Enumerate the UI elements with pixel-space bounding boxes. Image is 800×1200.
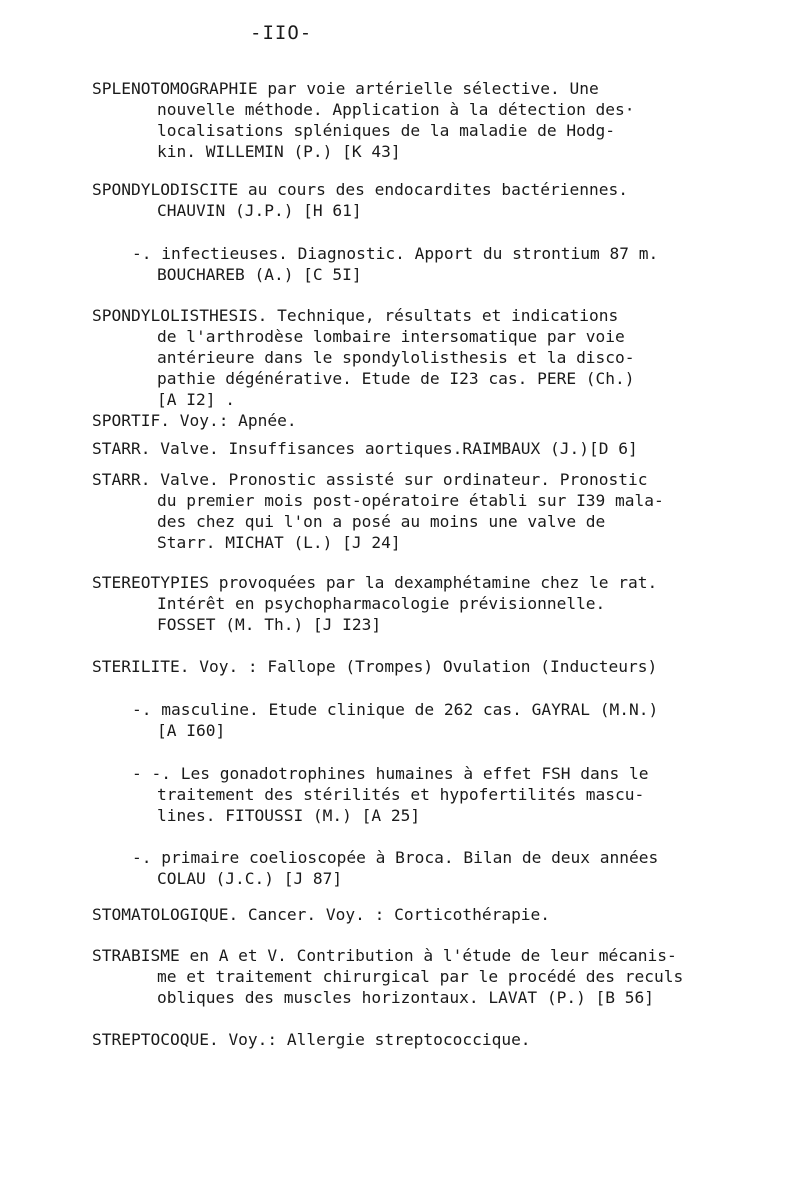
entry-line: nouvelle méthode. Application à la détection des· bbox=[157, 100, 635, 119]
entry-line: pathie dégénérative. Etude de I23 cas. PERE (Ch.) bbox=[157, 369, 635, 388]
entry-line: SPORTIF. Voy.: Apnée. bbox=[92, 411, 297, 430]
entry-stomatologique bbox=[92, 904, 550, 925]
entry-line: obliques des muscles horizontaux. LAVAT (P.) [B 56] bbox=[157, 988, 655, 1007]
entry-line: [A I60] bbox=[157, 721, 226, 740]
entry-line: CHAUVIN (J.P.) [H 61] bbox=[157, 201, 362, 220]
page-number: -IIO- bbox=[250, 22, 313, 44]
entry-spondylodiscite bbox=[92, 179, 628, 221]
entry-line: STARR. Valve. Pronostic assisté sur ordinateur. Pronostic bbox=[92, 470, 648, 489]
entry-line: des chez qui l'on a posé au moins une valve de bbox=[157, 512, 606, 531]
entry-line: -. masculine. Etude clinique de 262 cas. GAYRAL (M.N.) bbox=[132, 700, 659, 719]
entry-sterilite bbox=[92, 656, 657, 677]
entry-line: STEREOTYPIES provoquées par la dexamphétamine chez le rat. bbox=[92, 573, 658, 592]
entry-sterilite-gonadotrophines bbox=[92, 763, 649, 826]
entry-splenotomographie bbox=[92, 78, 635, 162]
entry-line: me et traitement chirurgical par le procédé des reculs bbox=[157, 967, 684, 986]
entry-line: STRABISME en A et V. Contribution à l'étude de leur mécanis- bbox=[92, 946, 677, 965]
entry-line: FOSSET (M. Th.) [J I23] bbox=[157, 615, 382, 634]
entry-line: BOUCHAREB (A.) [C 5I] bbox=[157, 265, 362, 284]
entry-line: - -. Les gonadotrophines humaines à effet FSH dans le bbox=[132, 764, 649, 783]
entry-line: Starr. MICHAT (L.) [J 24] bbox=[157, 533, 401, 552]
entry-starr-pronostic bbox=[92, 469, 664, 553]
entry-line: -. primaire coelioscopée à Broca. Bilan de deux années bbox=[132, 848, 659, 867]
entry-line: SPONDYLOLISTHESIS. Technique, résultats et indications bbox=[92, 306, 619, 325]
entry-sportif bbox=[92, 410, 297, 431]
entry-line: Intérêt en psychopharmacologie prévisionnelle. bbox=[157, 594, 606, 613]
entry-stereotypies bbox=[92, 572, 657, 635]
entry-line: STERILITE. Voy. : Fallope (Trompes) Ovulation (Inducteurs) bbox=[92, 657, 658, 676]
entry-line: antérieure dans le spondylolisthesis et la disco- bbox=[157, 348, 635, 367]
entry-streptocoque bbox=[92, 1029, 531, 1050]
entry-sterilite-primaire bbox=[92, 847, 658, 889]
entry-sterilite-masculine bbox=[92, 699, 658, 741]
entry-line: -. infectieuses. Diagnostic. Apport du strontium 87 m. bbox=[132, 244, 659, 263]
entry-line: STOMATOLOGIQUE. Cancer. Voy. : Corticothérapie. bbox=[92, 905, 551, 924]
entry-line: lines. FITOUSSI (M.) [A 25] bbox=[157, 806, 421, 825]
entry-line: de l'arthrodèse lombaire intersomatique par voie bbox=[157, 327, 625, 346]
entry-line: SPLENOTOMOGRAPHIE par voie artérielle sélective. Une bbox=[92, 79, 599, 98]
entry-strabisme bbox=[92, 945, 683, 1008]
entry-line: traitement des stérilités et hypofertilités mascu- bbox=[157, 785, 645, 804]
entry-line: [A I2] . bbox=[157, 390, 235, 409]
entry-spondylodiscite-infectieuses bbox=[92, 243, 658, 285]
entry-line: SPONDYLODISCITE au cours des endocardites bactériennes. bbox=[92, 180, 629, 199]
entry-starr-insuffisances bbox=[92, 438, 638, 459]
entry-spondylolisthesis bbox=[92, 305, 635, 410]
entry-line: localisations spléniques de la maladie de Hodg- bbox=[157, 121, 616, 140]
entry-line: STARR. Valve. Insuffisances aortiques.RAIMBAUX (J.)[D 6] bbox=[92, 439, 638, 458]
entry-line: STREPTOCOQUE. Voy.: Allergie streptococcique. bbox=[92, 1030, 531, 1049]
entry-line: kin. WILLEMIN (P.) [K 43] bbox=[157, 142, 401, 161]
entry-line: du premier mois post-opératoire établi sur I39 mala- bbox=[157, 491, 664, 510]
entry-line: COLAU (J.C.) [J 87] bbox=[157, 869, 343, 888]
